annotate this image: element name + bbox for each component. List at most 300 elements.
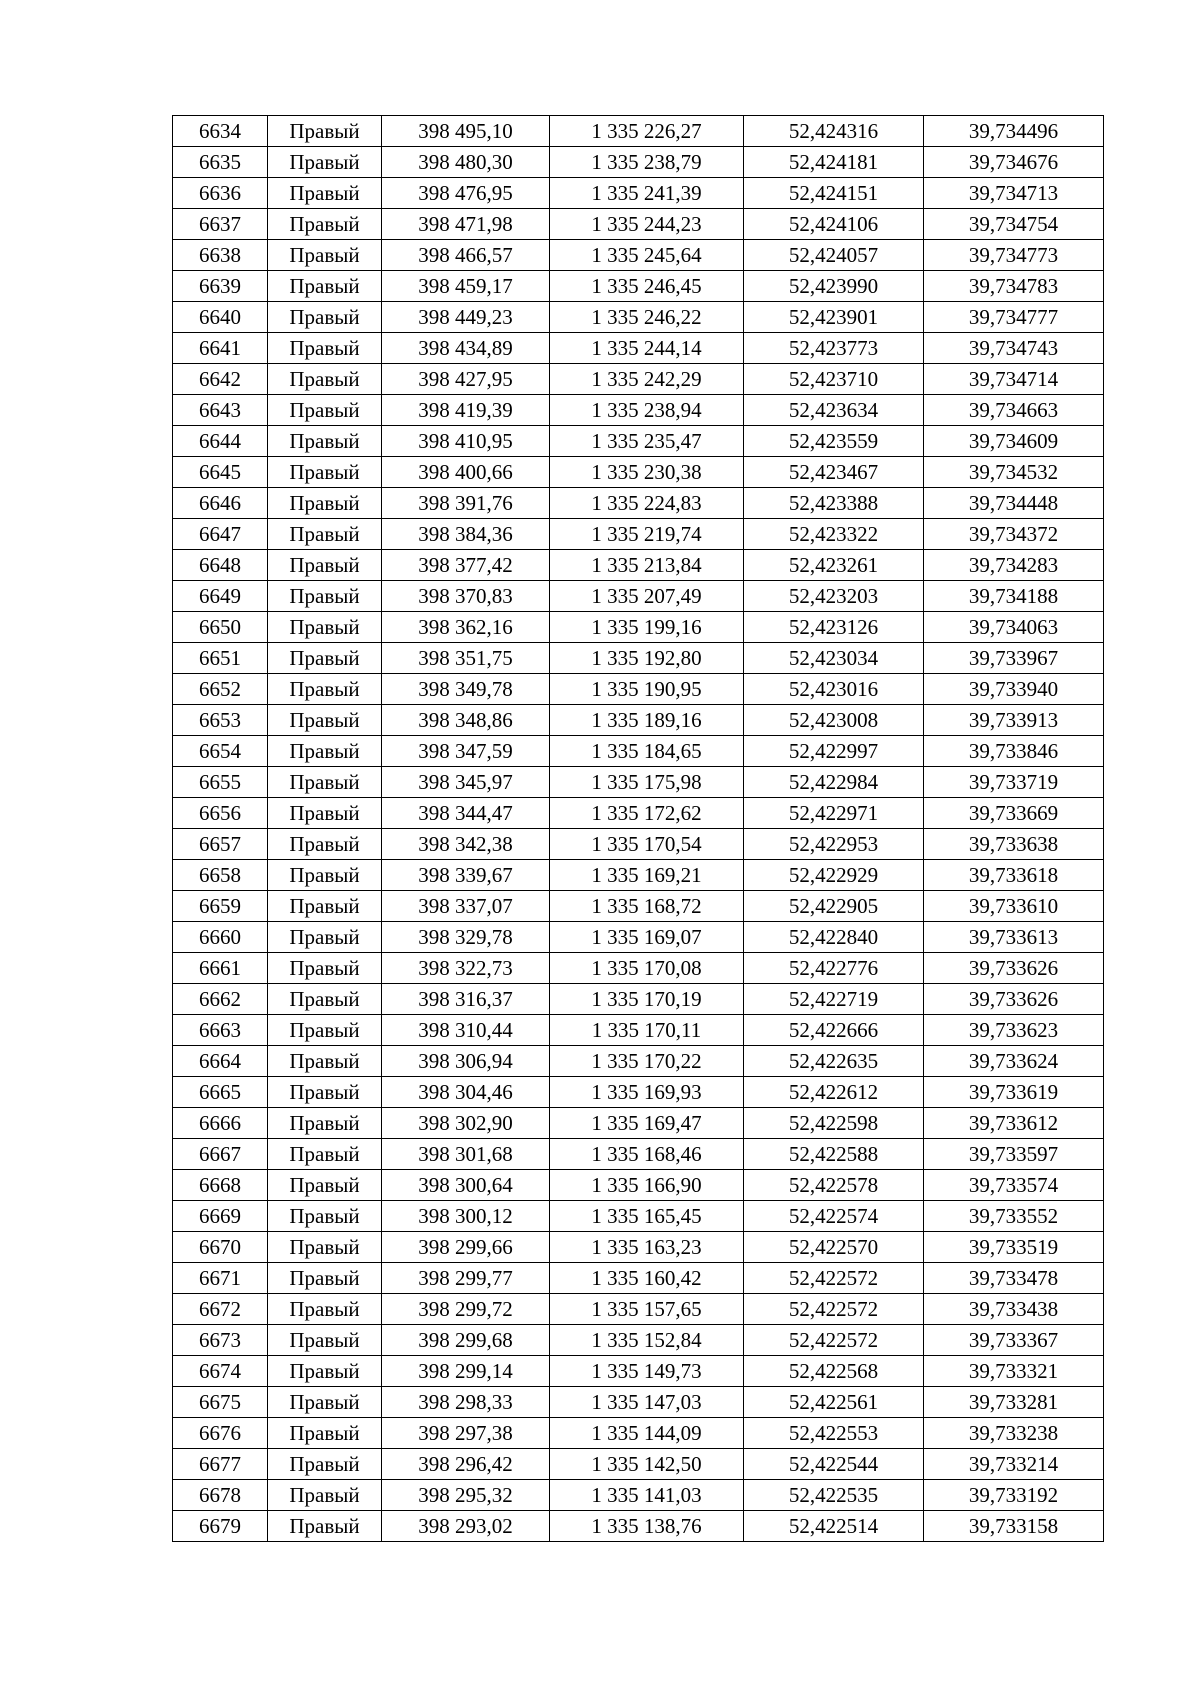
latitude-cell: 52,424057 bbox=[744, 240, 924, 271]
x-coordinate-cell: 398 348,86 bbox=[382, 705, 550, 736]
y-coordinate-cell: 1 335 168,72 bbox=[550, 891, 744, 922]
side-cell: Правый bbox=[268, 581, 382, 612]
table-row bbox=[173, 240, 1104, 271]
y-coordinate-cell: 1 335 235,47 bbox=[550, 426, 744, 457]
point-number-cell: 6662 bbox=[173, 984, 268, 1015]
table-row bbox=[173, 860, 1104, 891]
table-row bbox=[173, 767, 1104, 798]
table-row bbox=[173, 302, 1104, 333]
table-row bbox=[173, 1139, 1104, 1170]
longitude-cell: 39,733940 bbox=[924, 674, 1104, 705]
y-coordinate-cell: 1 335 144,09 bbox=[550, 1418, 744, 1449]
point-number-cell: 6638 bbox=[173, 240, 268, 271]
latitude-cell: 52,424106 bbox=[744, 209, 924, 240]
x-coordinate-cell: 398 342,38 bbox=[382, 829, 550, 860]
latitude-cell: 52,422905 bbox=[744, 891, 924, 922]
x-coordinate-cell: 398 316,37 bbox=[382, 984, 550, 1015]
x-coordinate-cell: 398 300,64 bbox=[382, 1170, 550, 1201]
longitude-cell: 39,733192 bbox=[924, 1480, 1104, 1511]
table-row bbox=[173, 1201, 1104, 1232]
latitude-cell: 52,422929 bbox=[744, 860, 924, 891]
table-row bbox=[173, 1015, 1104, 1046]
x-coordinate-cell: 398 295,32 bbox=[382, 1480, 550, 1511]
x-coordinate-cell: 398 349,78 bbox=[382, 674, 550, 705]
y-coordinate-cell: 1 335 207,49 bbox=[550, 581, 744, 612]
side-cell: Правый bbox=[268, 1449, 382, 1480]
latitude-cell: 52,423203 bbox=[744, 581, 924, 612]
x-coordinate-cell: 398 400,66 bbox=[382, 457, 550, 488]
longitude-cell: 39,734777 bbox=[924, 302, 1104, 333]
point-number-cell: 6676 bbox=[173, 1418, 268, 1449]
table-row bbox=[173, 643, 1104, 674]
longitude-cell: 39,733321 bbox=[924, 1356, 1104, 1387]
longitude-cell: 39,733613 bbox=[924, 922, 1104, 953]
point-number-cell: 6653 bbox=[173, 705, 268, 736]
latitude-cell: 52,422953 bbox=[744, 829, 924, 860]
latitude-cell: 52,423990 bbox=[744, 271, 924, 302]
table-row bbox=[173, 550, 1104, 581]
table-row bbox=[173, 1511, 1104, 1542]
coordinates-table-body bbox=[173, 116, 1104, 1542]
y-coordinate-cell: 1 335 242,29 bbox=[550, 364, 744, 395]
side-cell: Правый bbox=[268, 1170, 382, 1201]
latitude-cell: 52,423126 bbox=[744, 612, 924, 643]
latitude-cell: 52,422971 bbox=[744, 798, 924, 829]
latitude-cell: 52,423016 bbox=[744, 674, 924, 705]
longitude-cell: 39,734773 bbox=[924, 240, 1104, 271]
point-number-cell: 6663 bbox=[173, 1015, 268, 1046]
longitude-cell: 39,734063 bbox=[924, 612, 1104, 643]
x-coordinate-cell: 398 329,78 bbox=[382, 922, 550, 953]
table-row bbox=[173, 1108, 1104, 1139]
longitude-cell: 39,734676 bbox=[924, 147, 1104, 178]
latitude-cell: 52,422572 bbox=[744, 1325, 924, 1356]
longitude-cell: 39,733519 bbox=[924, 1232, 1104, 1263]
table-row bbox=[173, 395, 1104, 426]
longitude-cell: 39,733626 bbox=[924, 953, 1104, 984]
longitude-cell: 39,733719 bbox=[924, 767, 1104, 798]
side-cell: Правый bbox=[268, 1201, 382, 1232]
latitude-cell: 52,422598 bbox=[744, 1108, 924, 1139]
table-row bbox=[173, 1480, 1104, 1511]
table-row bbox=[173, 891, 1104, 922]
side-cell: Правый bbox=[268, 1232, 382, 1263]
y-coordinate-cell: 1 335 245,64 bbox=[550, 240, 744, 271]
latitude-cell: 52,423008 bbox=[744, 705, 924, 736]
latitude-cell: 52,423901 bbox=[744, 302, 924, 333]
longitude-cell: 39,733669 bbox=[924, 798, 1104, 829]
y-coordinate-cell: 1 335 138,76 bbox=[550, 1511, 744, 1542]
side-cell: Правый bbox=[268, 302, 382, 333]
longitude-cell: 39,733913 bbox=[924, 705, 1104, 736]
table-row bbox=[173, 829, 1104, 860]
longitude-cell: 39,733846 bbox=[924, 736, 1104, 767]
table-row bbox=[173, 953, 1104, 984]
point-number-cell: 6656 bbox=[173, 798, 268, 829]
latitude-cell: 52,422574 bbox=[744, 1201, 924, 1232]
y-coordinate-cell: 1 335 244,14 bbox=[550, 333, 744, 364]
side-cell: Правый bbox=[268, 1511, 382, 1542]
latitude-cell: 52,422570 bbox=[744, 1232, 924, 1263]
side-cell: Правый bbox=[268, 736, 382, 767]
latitude-cell: 52,422984 bbox=[744, 767, 924, 798]
x-coordinate-cell: 398 351,75 bbox=[382, 643, 550, 674]
longitude-cell: 39,733478 bbox=[924, 1263, 1104, 1294]
latitude-cell: 52,422635 bbox=[744, 1046, 924, 1077]
x-coordinate-cell: 398 293,02 bbox=[382, 1511, 550, 1542]
y-coordinate-cell: 1 335 152,84 bbox=[550, 1325, 744, 1356]
table-row bbox=[173, 519, 1104, 550]
point-number-cell: 6660 bbox=[173, 922, 268, 953]
side-cell: Правый bbox=[268, 271, 382, 302]
table-row bbox=[173, 147, 1104, 178]
latitude-cell: 52,423559 bbox=[744, 426, 924, 457]
latitude-cell: 52,422544 bbox=[744, 1449, 924, 1480]
y-coordinate-cell: 1 335 170,08 bbox=[550, 953, 744, 984]
side-cell: Правый bbox=[268, 860, 382, 891]
y-coordinate-cell: 1 335 165,45 bbox=[550, 1201, 744, 1232]
y-coordinate-cell: 1 335 219,74 bbox=[550, 519, 744, 550]
point-number-cell: 6637 bbox=[173, 209, 268, 240]
longitude-cell: 39,733618 bbox=[924, 860, 1104, 891]
table-row bbox=[173, 1294, 1104, 1325]
point-number-cell: 6667 bbox=[173, 1139, 268, 1170]
longitude-cell: 39,733626 bbox=[924, 984, 1104, 1015]
y-coordinate-cell: 1 335 224,83 bbox=[550, 488, 744, 519]
side-cell: Правый bbox=[268, 984, 382, 1015]
longitude-cell: 39,733158 bbox=[924, 1511, 1104, 1542]
point-number-cell: 6659 bbox=[173, 891, 268, 922]
x-coordinate-cell: 398 302,90 bbox=[382, 1108, 550, 1139]
longitude-cell: 39,734496 bbox=[924, 116, 1104, 147]
x-coordinate-cell: 398 480,30 bbox=[382, 147, 550, 178]
point-number-cell: 6661 bbox=[173, 953, 268, 984]
table-row bbox=[173, 426, 1104, 457]
x-coordinate-cell: 398 471,98 bbox=[382, 209, 550, 240]
table-row bbox=[173, 1387, 1104, 1418]
table-row bbox=[173, 1046, 1104, 1077]
side-cell: Правый bbox=[268, 1294, 382, 1325]
latitude-cell: 52,422561 bbox=[744, 1387, 924, 1418]
side-cell: Правый bbox=[268, 1356, 382, 1387]
table-row bbox=[173, 922, 1104, 953]
longitude-cell: 39,734283 bbox=[924, 550, 1104, 581]
y-coordinate-cell: 1 335 184,65 bbox=[550, 736, 744, 767]
y-coordinate-cell: 1 335 160,42 bbox=[550, 1263, 744, 1294]
y-coordinate-cell: 1 335 142,50 bbox=[550, 1449, 744, 1480]
side-cell: Правый bbox=[268, 1263, 382, 1294]
x-coordinate-cell: 398 344,47 bbox=[382, 798, 550, 829]
point-number-cell: 6644 bbox=[173, 426, 268, 457]
side-cell: Правый bbox=[268, 674, 382, 705]
longitude-cell: 39,733619 bbox=[924, 1077, 1104, 1108]
point-number-cell: 6635 bbox=[173, 147, 268, 178]
point-number-cell: 6657 bbox=[173, 829, 268, 860]
table-row bbox=[173, 1232, 1104, 1263]
y-coordinate-cell: 1 335 230,38 bbox=[550, 457, 744, 488]
latitude-cell: 52,422572 bbox=[744, 1263, 924, 1294]
latitude-cell: 52,422776 bbox=[744, 953, 924, 984]
y-coordinate-cell: 1 335 238,94 bbox=[550, 395, 744, 426]
latitude-cell: 52,424181 bbox=[744, 147, 924, 178]
latitude-cell: 52,422840 bbox=[744, 922, 924, 953]
point-number-cell: 6646 bbox=[173, 488, 268, 519]
x-coordinate-cell: 398 476,95 bbox=[382, 178, 550, 209]
point-number-cell: 6658 bbox=[173, 860, 268, 891]
longitude-cell: 39,733438 bbox=[924, 1294, 1104, 1325]
x-coordinate-cell: 398 391,76 bbox=[382, 488, 550, 519]
side-cell: Правый bbox=[268, 395, 382, 426]
x-coordinate-cell: 398 306,94 bbox=[382, 1046, 550, 1077]
y-coordinate-cell: 1 335 190,95 bbox=[550, 674, 744, 705]
latitude-cell: 52,422514 bbox=[744, 1511, 924, 1542]
x-coordinate-cell: 398 299,66 bbox=[382, 1232, 550, 1263]
y-coordinate-cell: 1 335 199,16 bbox=[550, 612, 744, 643]
point-number-cell: 6642 bbox=[173, 364, 268, 395]
point-number-cell: 6648 bbox=[173, 550, 268, 581]
side-cell: Правый bbox=[268, 1046, 382, 1077]
table-row bbox=[173, 798, 1104, 829]
table-row bbox=[173, 178, 1104, 209]
y-coordinate-cell: 1 335 244,23 bbox=[550, 209, 744, 240]
table-row bbox=[173, 1325, 1104, 1356]
side-cell: Правый bbox=[268, 1139, 382, 1170]
longitude-cell: 39,733552 bbox=[924, 1201, 1104, 1232]
y-coordinate-cell: 1 335 213,84 bbox=[550, 550, 744, 581]
x-coordinate-cell: 398 384,36 bbox=[382, 519, 550, 550]
side-cell: Правый bbox=[268, 612, 382, 643]
x-coordinate-cell: 398 299,68 bbox=[382, 1325, 550, 1356]
table-row bbox=[173, 1077, 1104, 1108]
y-coordinate-cell: 1 335 169,07 bbox=[550, 922, 744, 953]
latitude-cell: 52,422612 bbox=[744, 1077, 924, 1108]
y-coordinate-cell: 1 335 189,16 bbox=[550, 705, 744, 736]
longitude-cell: 39,733281 bbox=[924, 1387, 1104, 1418]
point-number-cell: 6654 bbox=[173, 736, 268, 767]
latitude-cell: 52,423261 bbox=[744, 550, 924, 581]
longitude-cell: 39,733597 bbox=[924, 1139, 1104, 1170]
point-number-cell: 6670 bbox=[173, 1232, 268, 1263]
y-coordinate-cell: 1 335 246,22 bbox=[550, 302, 744, 333]
longitude-cell: 39,734609 bbox=[924, 426, 1104, 457]
longitude-cell: 39,733367 bbox=[924, 1325, 1104, 1356]
side-cell: Правый bbox=[268, 767, 382, 798]
y-coordinate-cell: 1 335 163,23 bbox=[550, 1232, 744, 1263]
y-coordinate-cell: 1 335 141,03 bbox=[550, 1480, 744, 1511]
longitude-cell: 39,733623 bbox=[924, 1015, 1104, 1046]
longitude-cell: 39,734188 bbox=[924, 581, 1104, 612]
side-cell: Правый bbox=[268, 147, 382, 178]
side-cell: Правый bbox=[268, 178, 382, 209]
longitude-cell: 39,734754 bbox=[924, 209, 1104, 240]
point-number-cell: 6650 bbox=[173, 612, 268, 643]
table-row bbox=[173, 1449, 1104, 1480]
table-row bbox=[173, 736, 1104, 767]
longitude-cell: 39,734714 bbox=[924, 364, 1104, 395]
point-number-cell: 6675 bbox=[173, 1387, 268, 1418]
table-row bbox=[173, 333, 1104, 364]
side-cell: Правый bbox=[268, 1015, 382, 1046]
x-coordinate-cell: 398 299,77 bbox=[382, 1263, 550, 1294]
latitude-cell: 52,422568 bbox=[744, 1356, 924, 1387]
point-number-cell: 6669 bbox=[173, 1201, 268, 1232]
x-coordinate-cell: 398 427,95 bbox=[382, 364, 550, 395]
table-row bbox=[173, 581, 1104, 612]
side-cell: Правый bbox=[268, 953, 382, 984]
longitude-cell: 39,733214 bbox=[924, 1449, 1104, 1480]
longitude-cell: 39,733967 bbox=[924, 643, 1104, 674]
y-coordinate-cell: 1 335 246,45 bbox=[550, 271, 744, 302]
longitude-cell: 39,734783 bbox=[924, 271, 1104, 302]
y-coordinate-cell: 1 335 170,22 bbox=[550, 1046, 744, 1077]
x-coordinate-cell: 398 495,10 bbox=[382, 116, 550, 147]
x-coordinate-cell: 398 339,67 bbox=[382, 860, 550, 891]
y-coordinate-cell: 1 335 170,11 bbox=[550, 1015, 744, 1046]
table-row bbox=[173, 612, 1104, 643]
y-coordinate-cell: 1 335 170,54 bbox=[550, 829, 744, 860]
y-coordinate-cell: 1 335 241,39 bbox=[550, 178, 744, 209]
latitude-cell: 52,422997 bbox=[744, 736, 924, 767]
table-row bbox=[173, 984, 1104, 1015]
point-number-cell: 6665 bbox=[173, 1077, 268, 1108]
latitude-cell: 52,422719 bbox=[744, 984, 924, 1015]
table-row bbox=[173, 1356, 1104, 1387]
x-coordinate-cell: 398 299,14 bbox=[382, 1356, 550, 1387]
side-cell: Правый bbox=[268, 488, 382, 519]
point-number-cell: 6634 bbox=[173, 116, 268, 147]
x-coordinate-cell: 398 337,07 bbox=[382, 891, 550, 922]
point-number-cell: 6639 bbox=[173, 271, 268, 302]
table-row bbox=[173, 1418, 1104, 1449]
longitude-cell: 39,734532 bbox=[924, 457, 1104, 488]
table-row bbox=[173, 457, 1104, 488]
x-coordinate-cell: 398 459,17 bbox=[382, 271, 550, 302]
side-cell: Правый bbox=[268, 364, 382, 395]
side-cell: Правый bbox=[268, 643, 382, 674]
point-number-cell: 6671 bbox=[173, 1263, 268, 1294]
latitude-cell: 52,424316 bbox=[744, 116, 924, 147]
side-cell: Правый bbox=[268, 333, 382, 364]
side-cell: Правый bbox=[268, 240, 382, 271]
table-row bbox=[173, 674, 1104, 705]
latitude-cell: 52,422553 bbox=[744, 1418, 924, 1449]
side-cell: Правый bbox=[268, 1480, 382, 1511]
latitude-cell: 52,423773 bbox=[744, 333, 924, 364]
table-row bbox=[173, 271, 1104, 302]
x-coordinate-cell: 398 370,83 bbox=[382, 581, 550, 612]
y-coordinate-cell: 1 335 147,03 bbox=[550, 1387, 744, 1418]
longitude-cell: 39,733638 bbox=[924, 829, 1104, 860]
table-row bbox=[173, 209, 1104, 240]
x-coordinate-cell: 398 299,72 bbox=[382, 1294, 550, 1325]
x-coordinate-cell: 398 300,12 bbox=[382, 1201, 550, 1232]
point-number-cell: 6655 bbox=[173, 767, 268, 798]
latitude-cell: 52,423710 bbox=[744, 364, 924, 395]
y-coordinate-cell: 1 335 238,79 bbox=[550, 147, 744, 178]
side-cell: Правый bbox=[268, 1325, 382, 1356]
y-coordinate-cell: 1 335 166,90 bbox=[550, 1170, 744, 1201]
side-cell: Правый bbox=[268, 1418, 382, 1449]
table-row bbox=[173, 1263, 1104, 1294]
x-coordinate-cell: 398 301,68 bbox=[382, 1139, 550, 1170]
latitude-cell: 52,423322 bbox=[744, 519, 924, 550]
side-cell: Правый bbox=[268, 829, 382, 860]
x-coordinate-cell: 398 449,23 bbox=[382, 302, 550, 333]
point-number-cell: 6674 bbox=[173, 1356, 268, 1387]
point-number-cell: 6641 bbox=[173, 333, 268, 364]
latitude-cell: 52,423634 bbox=[744, 395, 924, 426]
point-number-cell: 6645 bbox=[173, 457, 268, 488]
longitude-cell: 39,734713 bbox=[924, 178, 1104, 209]
y-coordinate-cell: 1 335 175,98 bbox=[550, 767, 744, 798]
point-number-cell: 6652 bbox=[173, 674, 268, 705]
x-coordinate-cell: 398 419,39 bbox=[382, 395, 550, 426]
side-cell: Правый bbox=[268, 1108, 382, 1139]
side-cell: Правый bbox=[268, 705, 382, 736]
latitude-cell: 52,422535 bbox=[744, 1480, 924, 1511]
longitude-cell: 39,733624 bbox=[924, 1046, 1104, 1077]
longitude-cell: 39,733612 bbox=[924, 1108, 1104, 1139]
point-number-cell: 6636 bbox=[173, 178, 268, 209]
x-coordinate-cell: 398 362,16 bbox=[382, 612, 550, 643]
side-cell: Правый bbox=[268, 457, 382, 488]
latitude-cell: 52,422666 bbox=[744, 1015, 924, 1046]
side-cell: Правый bbox=[268, 922, 382, 953]
x-coordinate-cell: 398 377,42 bbox=[382, 550, 550, 581]
point-number-cell: 6673 bbox=[173, 1325, 268, 1356]
y-coordinate-cell: 1 335 169,21 bbox=[550, 860, 744, 891]
side-cell: Правый bbox=[268, 798, 382, 829]
coordinates-table bbox=[172, 115, 1104, 1542]
y-coordinate-cell: 1 335 149,73 bbox=[550, 1356, 744, 1387]
x-coordinate-cell: 398 296,42 bbox=[382, 1449, 550, 1480]
longitude-cell: 39,734743 bbox=[924, 333, 1104, 364]
y-coordinate-cell: 1 335 192,80 bbox=[550, 643, 744, 674]
y-coordinate-cell: 1 335 169,47 bbox=[550, 1108, 744, 1139]
side-cell: Правый bbox=[268, 1387, 382, 1418]
side-cell: Правый bbox=[268, 1077, 382, 1108]
side-cell: Правый bbox=[268, 209, 382, 240]
x-coordinate-cell: 398 304,46 bbox=[382, 1077, 550, 1108]
y-coordinate-cell: 1 335 170,19 bbox=[550, 984, 744, 1015]
latitude-cell: 52,423467 bbox=[744, 457, 924, 488]
longitude-cell: 39,733610 bbox=[924, 891, 1104, 922]
y-coordinate-cell: 1 335 169,93 bbox=[550, 1077, 744, 1108]
longitude-cell: 39,733574 bbox=[924, 1170, 1104, 1201]
y-coordinate-cell: 1 335 168,46 bbox=[550, 1139, 744, 1170]
point-number-cell: 6640 bbox=[173, 302, 268, 333]
longitude-cell: 39,734663 bbox=[924, 395, 1104, 426]
longitude-cell: 39,733238 bbox=[924, 1418, 1104, 1449]
longitude-cell: 39,734448 bbox=[924, 488, 1104, 519]
table-row bbox=[173, 364, 1104, 395]
side-cell: Правый bbox=[268, 519, 382, 550]
side-cell: Правый bbox=[268, 891, 382, 922]
point-number-cell: 6668 bbox=[173, 1170, 268, 1201]
x-coordinate-cell: 398 466,57 bbox=[382, 240, 550, 271]
point-number-cell: 6651 bbox=[173, 643, 268, 674]
x-coordinate-cell: 398 347,59 bbox=[382, 736, 550, 767]
point-number-cell: 6679 bbox=[173, 1511, 268, 1542]
table-row bbox=[173, 488, 1104, 519]
longitude-cell: 39,734372 bbox=[924, 519, 1104, 550]
latitude-cell: 52,422578 bbox=[744, 1170, 924, 1201]
latitude-cell: 52,423388 bbox=[744, 488, 924, 519]
x-coordinate-cell: 398 310,44 bbox=[382, 1015, 550, 1046]
y-coordinate-cell: 1 335 157,65 bbox=[550, 1294, 744, 1325]
point-number-cell: 6647 bbox=[173, 519, 268, 550]
y-coordinate-cell: 1 335 172,62 bbox=[550, 798, 744, 829]
